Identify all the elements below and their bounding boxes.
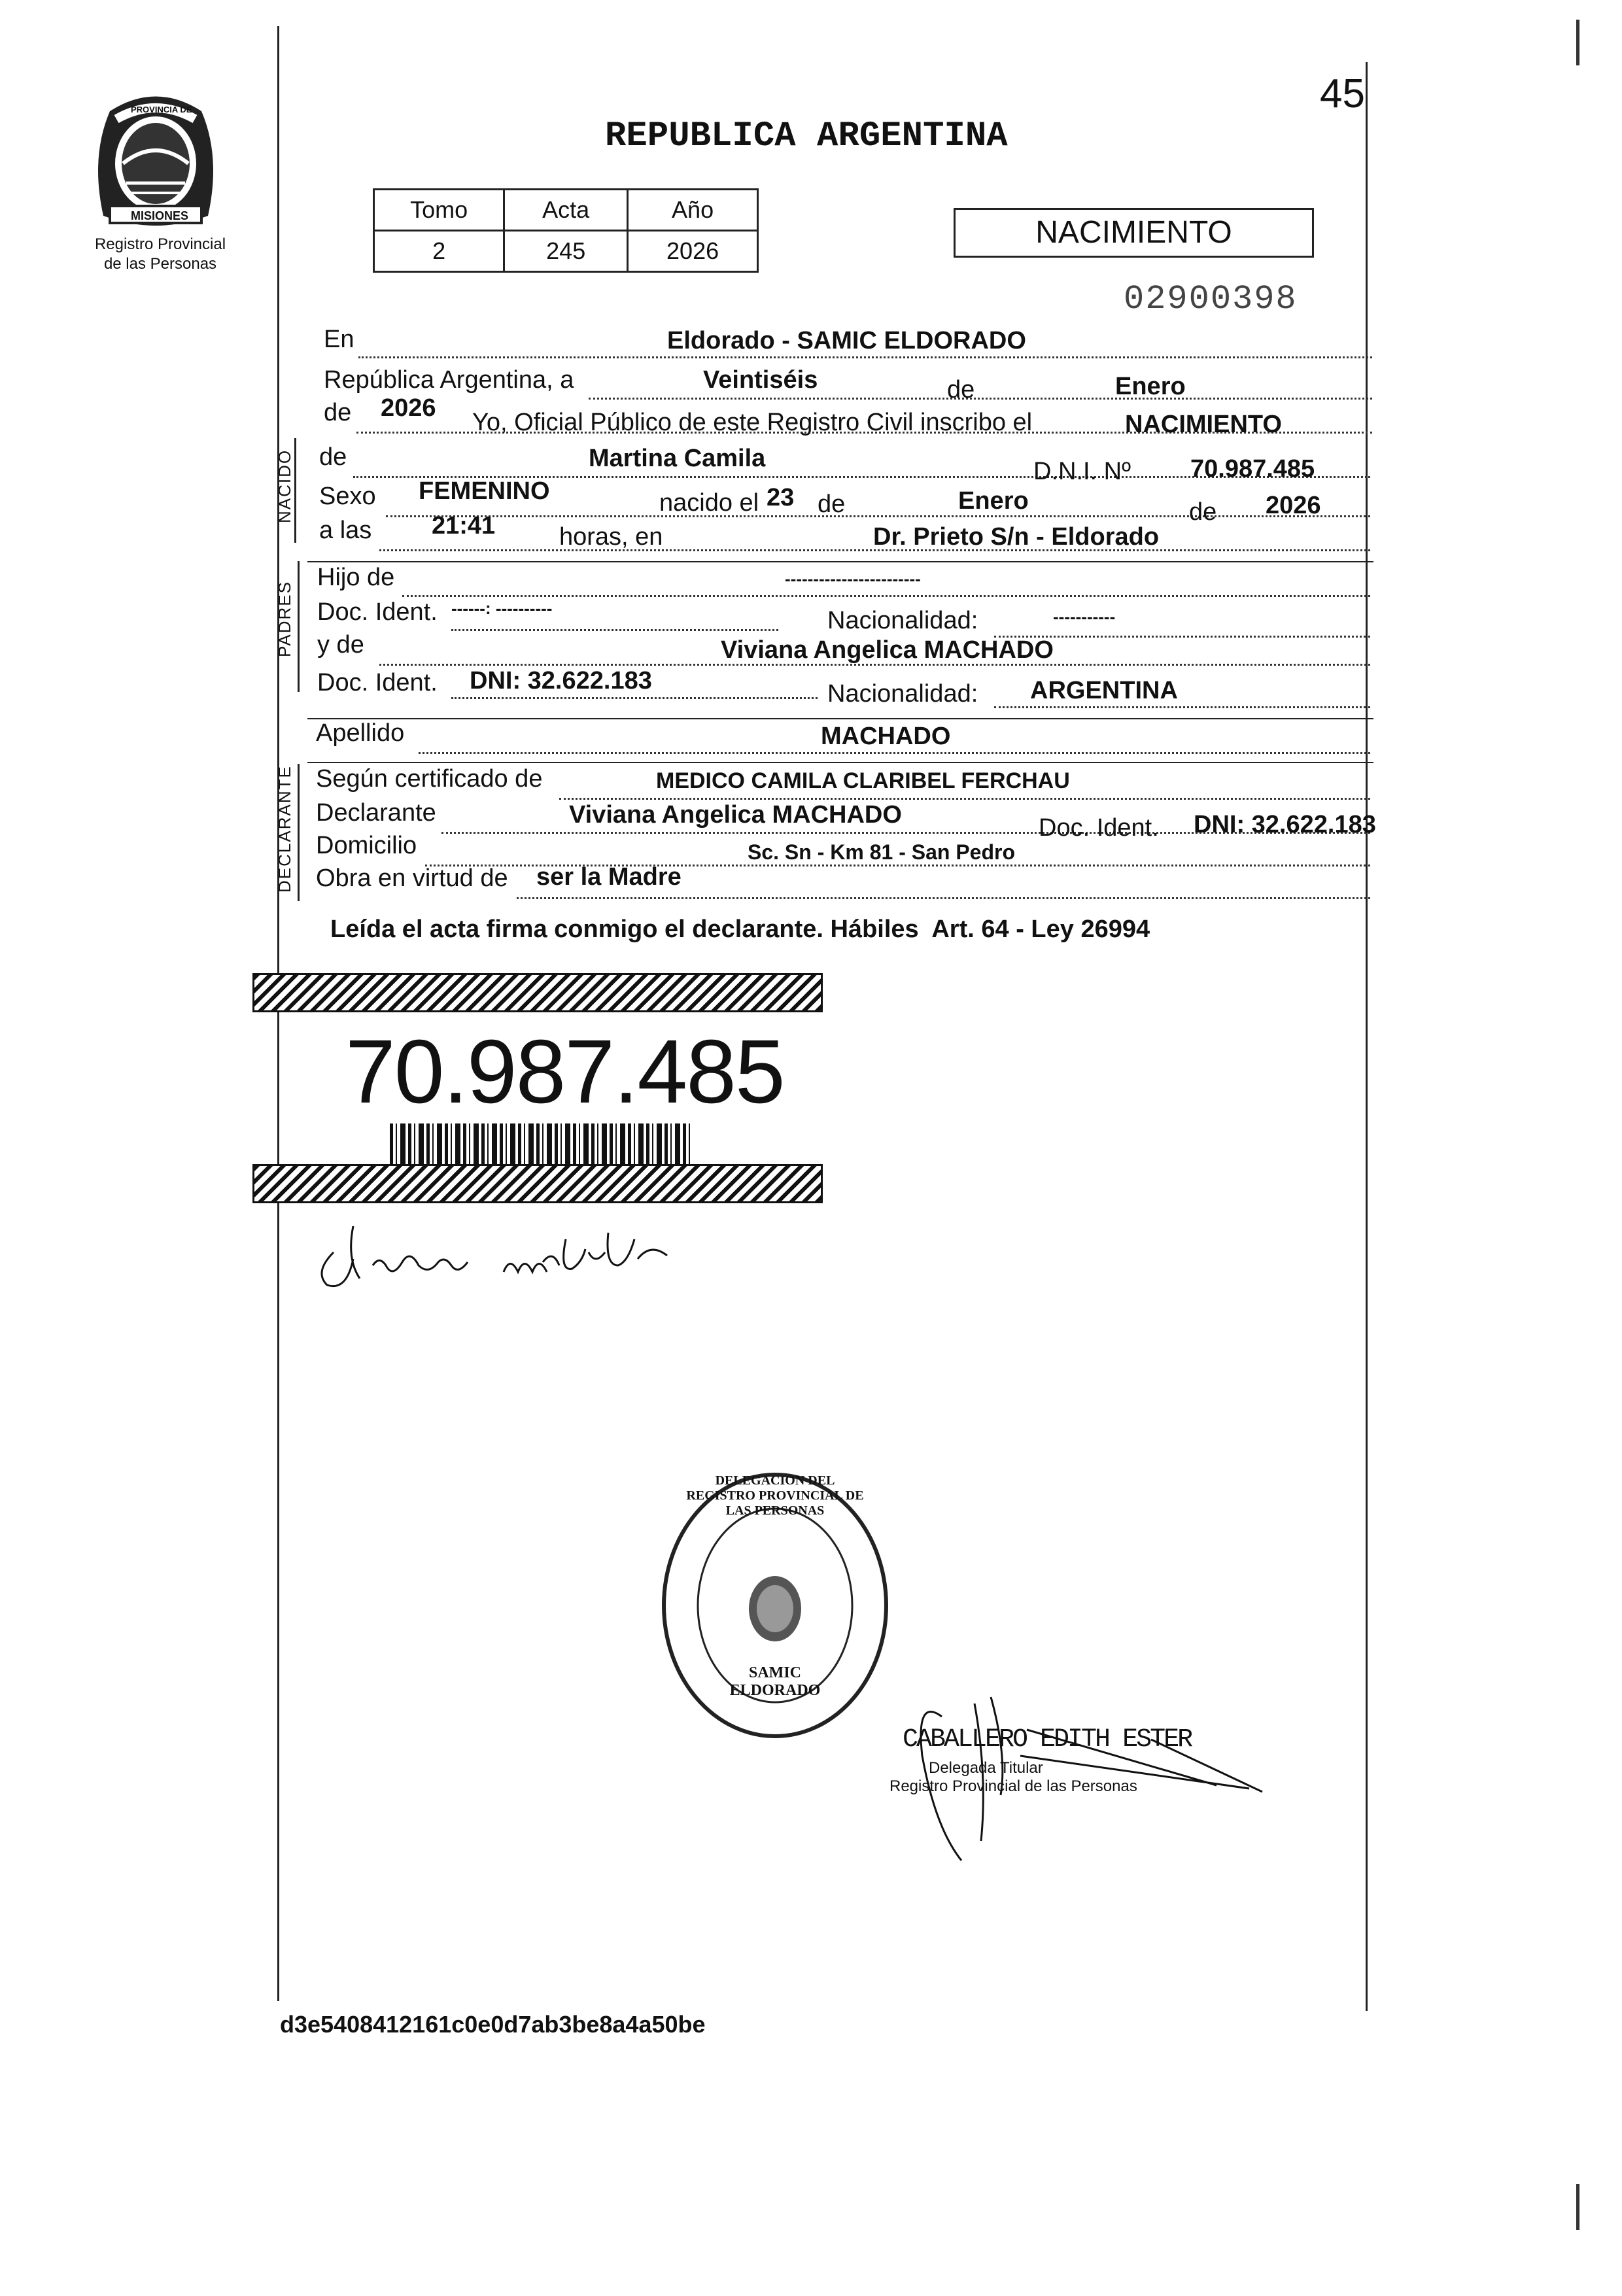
right-margin-line: [1366, 62, 1368, 2011]
apellido-divider: [307, 762, 1373, 763]
yde-label: y de: [317, 631, 364, 659]
document-title: REPUBLICA ARGENTINA: [605, 116, 1008, 156]
org-name-line1: Registro Provincial: [94, 235, 226, 253]
child-dni-value: 70.987.485: [1190, 455, 1315, 483]
anio-value: 2026: [628, 231, 758, 272]
acta-header: Acta: [504, 190, 628, 231]
acto-value: NACIMIENTO: [1125, 411, 1282, 438]
cert-label: Según certificado de: [316, 765, 543, 793]
birth-month-value: Enero: [958, 487, 1029, 515]
hijo-dots: [402, 595, 1370, 597]
de-label-3: de: [1189, 498, 1217, 526]
acta-value: 245: [504, 231, 628, 272]
registro-text: Yo, Oficial Público de este Registro Civil inscribo el: [472, 409, 1033, 436]
year-value: 2026: [381, 394, 436, 422]
nacido-de-label: de: [319, 443, 347, 471]
nac1-label: Nacionalidad:: [827, 607, 978, 634]
decl-doc-label: Doc. Ident.: [1039, 814, 1159, 842]
cert-value: MEDICO CAMILA CLARIBEL FERCHAU: [656, 768, 1070, 793]
obra-label: Obra en virtud de: [316, 865, 508, 892]
doc-type-box: NACIMIENTO: [954, 208, 1314, 258]
seal-bottom-text: MISIONES: [131, 209, 189, 222]
record-table: [373, 188, 759, 273]
padres-divider: [307, 718, 1373, 719]
sexo-label: Sexo: [319, 483, 376, 510]
domicilio-value: Sc. Sn - Km 81 - San Pedro: [748, 840, 1015, 864]
republica-label: República Argentina, a: [324, 366, 574, 394]
apellido-label: Apellido: [316, 719, 405, 747]
padres-section-label: PADRES: [275, 581, 294, 657]
de2-label: de: [324, 399, 352, 426]
mother-doc-value: DNI: 32.622.183: [470, 667, 652, 694]
hijo-value: ------------------------: [785, 569, 921, 589]
declarante-section-label: DECLARANTE: [275, 765, 294, 893]
stamp-inner-text: SAMIC ELDORADO: [729, 1664, 821, 1699]
official-name: CABALLERO EDITH ESTER: [903, 1725, 1192, 1755]
stamp-outer-text: DELEGACION DEL REGISTRO PROVINCIAL DE LAS PERSONAS: [686, 1473, 864, 1518]
birth-place-value: Dr. Prieto S/n - Eldorado: [873, 523, 1160, 551]
alas-label: a las: [319, 517, 372, 544]
declarant-doc-value: DNI: 32.622.183: [1194, 811, 1376, 838]
en-dots: [358, 356, 1372, 358]
dni-label: D.N.I. Nº: [1033, 458, 1131, 485]
document-hash: d3e5408412161c0e0d7ab3be8a4a50be: [280, 2011, 706, 2038]
doc1-label: Doc. Ident.: [317, 598, 438, 626]
sexo-dots: [386, 515, 1370, 517]
nacido-section-label: NACIDO: [275, 449, 294, 523]
republica-dots: [589, 398, 1372, 400]
nac1-value: -----------: [1053, 607, 1116, 626]
doc2-dots: [451, 697, 818, 699]
closing-text: Leída el acta firma conmigo el declarante. Hábiles Art. 64 - Ley 26994: [330, 916, 1150, 943]
official-title: Delegada Titular: [929, 1759, 1043, 1777]
scan-mark-top-right: [1576, 20, 1579, 65]
month-value: Enero: [1115, 373, 1186, 400]
tomo-value: 2: [374, 231, 504, 272]
tomo-header: Tomo: [374, 190, 504, 231]
nacido-divider: [307, 561, 1373, 562]
nacido-el-label: nacido el: [659, 489, 759, 517]
horas-label: horas, en: [559, 523, 663, 551]
apellido-dots: [419, 752, 1370, 754]
sexo-value: FEMENINO: [419, 477, 550, 505]
serial-number: 02900398: [1124, 280, 1298, 318]
decl-label: Declarante: [316, 799, 436, 827]
seal-top-text: PROVINCIA DE: [131, 105, 192, 114]
doc2-label: Doc. Ident.: [317, 669, 438, 696]
child-name-value: Martina Camila: [589, 445, 766, 472]
dom-label: Domicilio: [316, 832, 417, 859]
en-value: Eldorado - SAMIC ELDORADO: [667, 327, 1026, 354]
scan-mark-bottom-right: [1576, 2184, 1579, 2230]
security-stripe-bottom: [252, 1164, 823, 1203]
org-name-line2: de las Personas: [103, 255, 217, 273]
nac2-label: Nacionalidad:: [827, 680, 978, 708]
padres-bracket: [298, 561, 300, 692]
official-org: Registro Provincial de las Personas: [889, 1777, 1137, 1795]
birth-time-value: 21:41: [432, 512, 496, 540]
de-label-2: de: [818, 490, 846, 518]
left-margin-line: [277, 26, 279, 2001]
hijo-label: Hijo de: [317, 564, 395, 591]
mother-name-value: Viviana Angelica MACHADO: [721, 636, 1054, 664]
obra-value: ser la Madre: [536, 863, 682, 891]
anio-header: Año: [628, 190, 758, 231]
declarant-name-value: Viviana Angelica MACHADO: [569, 801, 902, 829]
birth-year-value: 2026: [1266, 492, 1321, 519]
cert-dots: [559, 798, 1370, 800]
page-number: 45: [1320, 71, 1365, 116]
apellido-value: MACHADO: [821, 723, 951, 750]
doc1-value: ------: ----------: [451, 598, 553, 618]
birth-day-value: 23: [767, 484, 795, 511]
obra-dots: [517, 897, 1370, 899]
dni-number-large: 70.987.485: [345, 1021, 784, 1122]
declarant-signature: [307, 1213, 674, 1298]
province-seal-logo: [84, 85, 228, 232]
en-label: En: [324, 326, 354, 353]
doc1-dots: [451, 629, 778, 631]
mother-nationality-value: ARGENTINA: [1030, 677, 1178, 704]
declarante-bracket: [298, 764, 300, 901]
official-stamp: [657, 1468, 893, 1743]
nac2-dots: [994, 706, 1370, 708]
de-label: de: [947, 376, 975, 403]
security-stripe-top: [252, 973, 823, 1012]
day-value: Veintiséis: [703, 366, 818, 394]
